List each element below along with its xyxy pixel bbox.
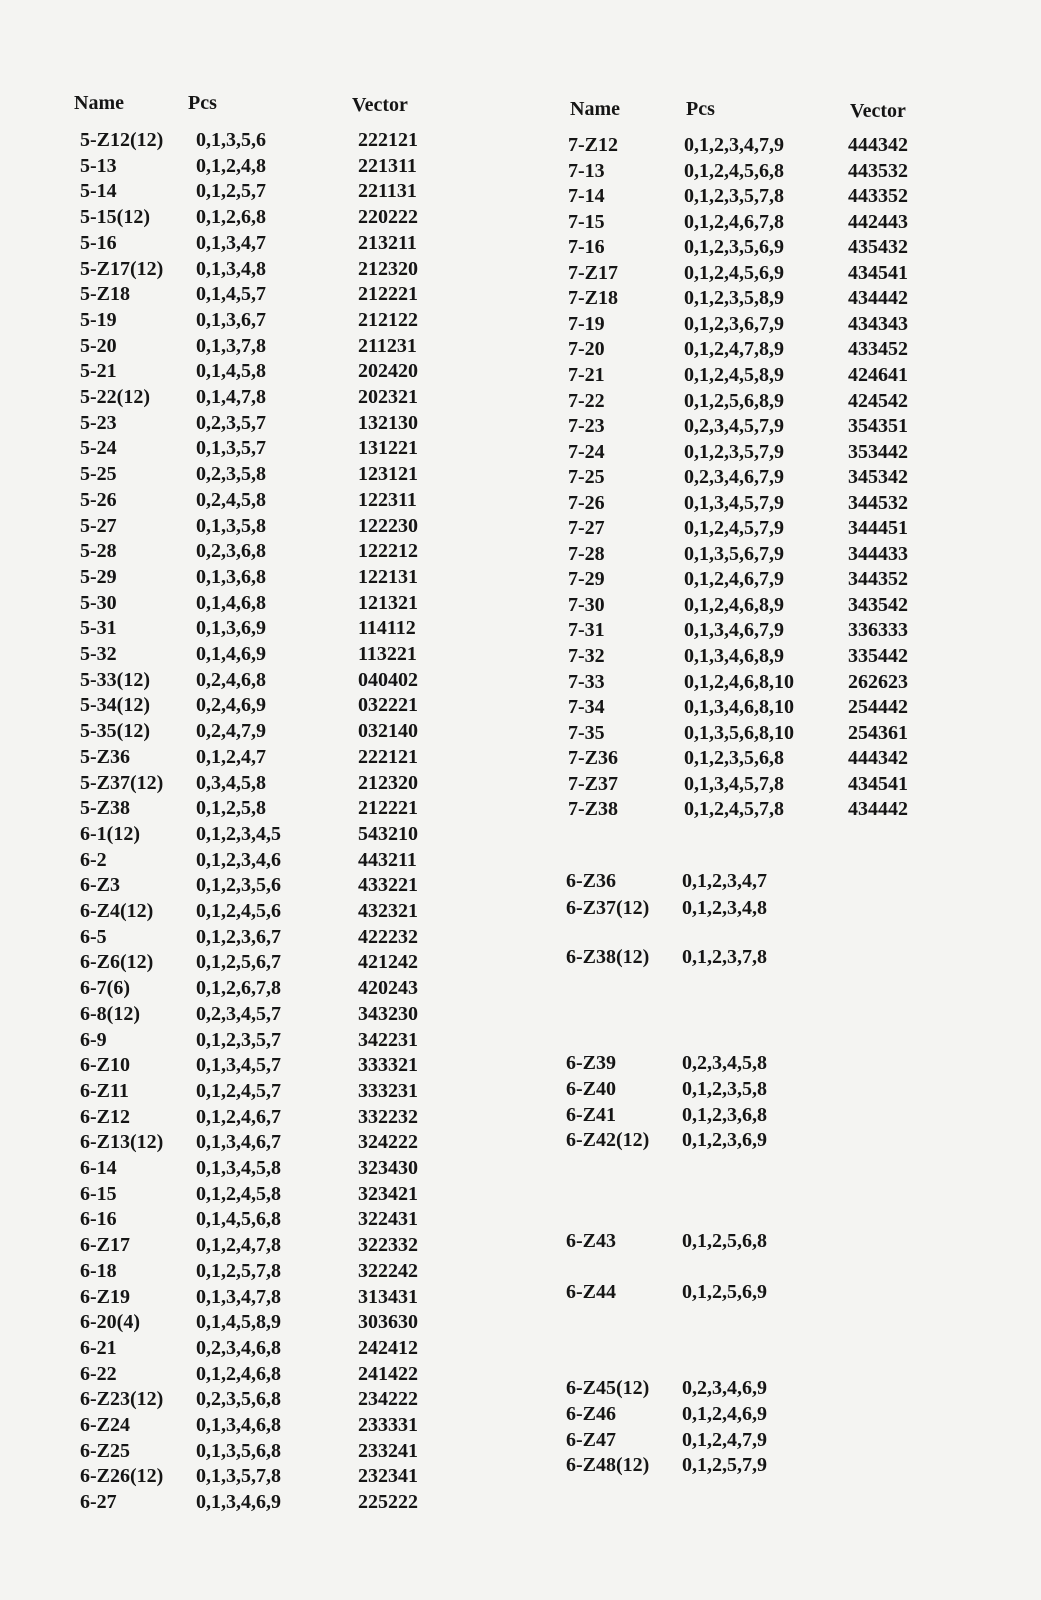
pcs-cell: 0,1,2,5,7,9 [682,1454,767,1476]
right-header-pcs: Pcs [686,98,715,120]
set-name-cell: 5-Z37(12) [80,771,164,794]
vector-cell: 434541 [848,261,908,284]
pcs-cell: 0,1,2,4,7,8 [196,1234,281,1257]
set-name-cell: 7-16 [568,236,605,259]
vector-cell: 434541 [848,772,908,795]
set-name-cell: 6-Z40 [566,1078,616,1100]
vector-cell: 333321 [358,1054,418,1077]
pcs-cell: 0,1,3,6,8 [196,565,266,588]
set-name-cell: 5-Z12(12) [80,129,164,151]
set-name-cell: 5-25 [80,463,117,486]
vector-cell: 242412 [358,1336,418,1359]
set-name-cell: 6-Z12 [80,1105,130,1128]
pcs-cell: 0,1,3,5,6,7,9 [684,542,784,565]
vector-cell: 123121 [358,463,418,486]
vector-cell: 032221 [358,694,418,717]
set-name-cell: 6-5 [80,925,107,948]
vector-cell: 444342 [848,747,908,770]
set-name-cell: 6-Z24 [80,1414,130,1436]
vector-cell: 221131 [358,180,417,203]
vector-cell: 121321 [358,591,418,614]
vector-cell: 114112 [358,617,416,640]
pcs-cell: 0,1,2,4,6,8,10 [684,670,794,693]
set-name-cell: 5-24 [80,437,117,460]
vector-cell: 323430 [358,1157,418,1179]
vector-cell: 213211 [358,231,417,254]
right-header-name: Name [570,98,620,120]
vector-cell: 353442 [848,440,908,463]
pcs-cell: 0,2,3,5,7 [196,411,266,434]
pcs-cell: 0,1,2,4,6,8 [196,1362,281,1385]
vector-cell: 222121 [358,745,418,768]
pcs-cell: 0,1,2,4,7,8,9 [684,338,784,361]
pcs-cell: 0,1,4,6,9 [196,643,266,665]
pcs-cell: 0,2,3,4,5,8 [682,1052,767,1074]
vector-cell: 344352 [848,568,908,591]
set-name-cell: 6-2 [80,848,107,871]
vector-cell: 443352 [848,185,908,208]
pcs-cell: 0,1,2,4,7,9 [682,1429,767,1451]
vector-cell: 432321 [358,900,418,922]
pcs-cell: 0,1,2,3,4,6 [196,848,281,871]
set-name-cell: 5-22(12) [80,386,150,408]
set-name-cell: 6-9 [80,1028,107,1051]
set-name-cell: 5-34(12) [80,694,150,717]
vector-cell: 234222 [358,1388,418,1411]
set-name-cell: 7-25 [568,466,605,489]
pcs-cell: 0,1,2,4,5,7 [196,1079,281,1102]
set-name-cell: 6-Z19 [80,1285,130,1308]
pcs-cell: 0,2,4,5,8 [196,488,266,511]
pcs-cell: 0,1,4,5,8 [196,360,266,383]
pcs-cell: 0,1,2,5,6,9 [682,1281,767,1303]
right-header-vector: Vector [850,100,906,122]
vector-cell: 303630 [358,1311,418,1334]
pcs-cell: 0,1,4,5,6,8 [196,1208,281,1231]
vector-cell: 241422 [358,1362,418,1385]
set-name-cell: 6-Z47 [566,1429,616,1451]
pcs-cell: 0,1,3,5,8 [196,514,266,537]
set-name-cell: 7-31 [568,619,605,642]
pcs-cell: 0,1,2,4,5,7,9 [684,517,784,540]
vector-cell: 343230 [358,1002,418,1025]
pcs-cell: 0,1,3,7,8 [196,334,266,357]
pcs-cell: 0,1,3,4,7 [196,231,266,254]
pcs-cell: 0,1,3,4,6,7,9 [684,619,784,642]
set-name-cell: 7-26 [568,491,605,514]
pcs-cell: 0,1,2,4,6,7,9 [684,568,784,591]
pcs-cell: 0,2,3,4,5,7 [196,1002,281,1025]
vector-cell: 202420 [358,360,418,383]
vector-cell: 424641 [848,363,908,386]
vector-cell: 122131 [358,565,418,588]
pcs-cell: 0,1,2,5,6,7 [196,951,281,974]
pcs-cell: 0,2,3,5,8 [196,463,266,486]
set-name-cell: 5-Z18 [80,283,130,306]
vector-cell: 212320 [358,257,418,280]
pcs-cell: 0,1,2,3,4,8 [682,897,767,919]
set-name-cell: 5-21 [80,360,117,383]
set-name-cell: 6-Z13(12) [80,1131,164,1154]
pcs-cell: 0,1,2,4,8 [196,154,266,177]
pcs-cell: 0,1,3,4,5,7,9 [684,491,784,514]
vector-cell: 113221 [358,643,417,665]
set-name-cell: 5-Z38 [80,797,130,820]
vector-cell: 420243 [358,977,418,1000]
vector-cell: 433452 [848,338,908,361]
set-name-cell: 6-Z17 [80,1234,130,1257]
set-name-cell: 6-Z25 [80,1439,130,1462]
vector-cell: 132130 [358,411,418,434]
set-name-cell: 5-29 [80,565,117,588]
vector-cell: 221311 [358,154,417,177]
vector-cell: 323421 [358,1182,418,1205]
pcs-cell: 0,1,3,6,9 [196,617,266,640]
set-name-cell: 7-27 [568,517,605,540]
pcs-cell: 0,1,3,5,6,8 [196,1439,281,1462]
set-name-cell: 6-16 [80,1208,117,1231]
pcs-cell: 0,1,2,3,6,9 [682,1129,767,1151]
set-name-cell: 6-8(12) [80,1002,140,1025]
pcs-cell: 0,1,2,3,6,7,9 [684,312,784,335]
vector-cell: 434343 [848,312,908,335]
set-name-cell: 7-13 [568,159,605,182]
vector-cell: 313431 [358,1285,418,1308]
pcs-cell: 0,1,2,4,5,6,9 [684,261,784,284]
pcs-cell: 0,1,3,4,5,7 [196,1054,281,1077]
vector-cell: 336333 [848,619,908,642]
vector-cell: 434442 [848,798,908,821]
set-name-cell: 7-30 [568,593,605,616]
set-name-cell: 6-1(12) [80,822,140,845]
pcs-cell: 0,1,2,3,5,8,9 [684,287,784,310]
pcs-cell: 0,1,3,5,7 [196,437,266,460]
pcs-cell: 0,1,2,5,8 [196,797,266,820]
set-name-cell: 6-22 [80,1362,117,1385]
vector-cell: 442443 [848,210,908,233]
set-name-cell: 6-27 [80,1491,117,1514]
set-name-cell: 6-Z44 [566,1281,616,1303]
set-name-cell: 7-15 [568,210,605,233]
set-name-cell: 6-Z45(12) [566,1377,650,1399]
vector-cell: 443211 [358,848,417,871]
set-name-cell: 6-Z4(12) [80,900,154,922]
set-name-cell: 6-Z37(12) [566,897,650,919]
set-name-cell: 7-32 [568,645,605,667]
set-name-cell: 6-Z3 [80,874,120,897]
vector-cell: 443532 [848,159,908,182]
set-name-cell: 6-Z10 [80,1054,130,1077]
vector-cell: 262623 [848,670,908,693]
set-name-cell: 5-13 [80,154,117,177]
pcs-cell: 0,1,2,4,6,9 [682,1403,767,1425]
set-name-cell: 7-22 [568,389,605,412]
set-name-cell: 5-Z17(12) [80,257,164,280]
pcs-cell: 0,1,2,3,6,8 [682,1104,767,1126]
vector-cell: 322242 [358,1259,418,1282]
pcs-cell: 0,1,2,3,5,7,8 [684,185,784,208]
set-name-cell: 5-26 [80,488,117,511]
pcs-cell: 0,1,2,3,5,6,9 [684,236,784,259]
vector-cell: 342231 [358,1028,418,1051]
set-name-cell: 7-33 [568,670,605,693]
pcs-cell: 0,1,3,5,7,8 [196,1465,281,1488]
set-name-cell: 7-28 [568,542,605,565]
pcs-cell: 0,1,2,5,6,8 [682,1230,767,1252]
pcs-cell: 0,1,3,5,6 [196,129,266,151]
pcs-cell: 0,2,3,4,6,9 [682,1377,767,1399]
pcs-cell: 0,1,3,5,6,8,10 [684,721,794,744]
set-name-cell: 5-20 [80,334,117,357]
vector-cell: 422232 [358,925,418,948]
pcs-cell: 0,1,4,7,8 [196,386,266,408]
set-name-cell: 7-Z12 [568,134,618,156]
vector-cell: 344451 [848,517,908,540]
set-name-cell: 5-19 [80,308,117,331]
vector-cell: 332232 [358,1105,418,1128]
pcs-cell: 0,1,4,5,7 [196,283,266,306]
pcs-cell: 0,1,2,3,7,8 [682,946,767,968]
vector-cell: 333231 [358,1079,418,1102]
pcs-cell: 0,1,3,4,6,9 [196,1491,281,1514]
pcs-cell: 0,1,2,4,6,8,9 [684,593,784,616]
pcs-cell: 0,2,4,6,9 [196,694,266,717]
vector-cell: 322332 [358,1234,418,1257]
pcs-cell: 0,1,2,4,5,6 [196,900,281,922]
pcs-cell: 0,1,2,3,4,7,9 [684,134,784,156]
pcs-cell: 0,2,4,6,8 [196,668,266,691]
vector-cell: 254361 [848,721,908,744]
set-name-cell: 7-Z17 [568,261,618,284]
set-name-cell: 6-Z6(12) [80,951,154,974]
pcs-cell: 0,1,3,4,6,7 [196,1131,281,1154]
pcs-cell: 0,1,2,4,5,6,8 [684,159,784,182]
vector-cell: 335442 [848,645,908,667]
vector-cell: 212320 [358,771,418,794]
vector-cell: 032140 [358,720,418,743]
set-name-cell: 5-Z36 [80,745,130,768]
set-name-cell: 7-19 [568,312,605,335]
vector-cell: 424542 [848,389,908,412]
vector-cell: 212221 [358,797,418,820]
pcs-cell: 0,1,3,4,6,8,9 [684,645,784,667]
pcs-cell: 0,1,2,3,4,7 [682,870,767,892]
pcs-cell: 0,1,2,5,6,8,9 [684,389,784,412]
pcs-cell: 0,1,3,4,5,7,8 [684,772,784,795]
pcs-cell: 0,1,2,3,6,7 [196,925,281,948]
pcs-cell: 0,1,2,4,5,8,9 [684,363,784,386]
vector-cell: 322431 [358,1208,418,1231]
set-name-cell: 6-Z38(12) [566,946,650,968]
set-name-cell: 6-20(4) [80,1311,140,1334]
set-name-cell: 6-Z42(12) [566,1129,650,1151]
vector-cell: 344433 [848,542,908,565]
set-name-cell: 5-33(12) [80,668,150,691]
vector-cell: 433221 [358,874,418,897]
vector-cell: 220222 [358,206,418,229]
pcs-cell: 0,1,2,4,6,7,8 [684,210,784,233]
pcs-cell: 0,2,3,4,5,7,9 [684,415,784,438]
set-name-cell: 5-14 [80,180,117,203]
pcs-cell: 0,1,3,4,8 [196,257,266,280]
vector-cell: 202321 [358,386,418,408]
pcs-cell: 0,1,2,4,7 [196,745,266,768]
left-header-name: Name [74,92,124,114]
set-name-cell: 7-34 [568,696,605,719]
vector-cell: 421242 [358,951,418,974]
vector-cell: 354351 [848,415,908,438]
set-name-cell: 7-24 [568,440,605,463]
pcs-cell: 0,1,2,5,7 [196,180,266,203]
set-name-cell: 6-Z39 [566,1052,616,1074]
pcs-cell: 0,1,2,4,5,8 [196,1182,281,1205]
vector-cell: 435432 [848,236,908,259]
set-name-cell: 5-30 [80,591,117,614]
set-name-cell: 6-Z36 [566,870,616,892]
vector-cell: 324222 [358,1131,418,1154]
set-name-cell: 5-23 [80,411,117,434]
pcs-cell: 0,3,4,5,8 [196,771,266,794]
set-name-cell: 6-Z11 [80,1079,129,1102]
pcs-cell: 0,1,3,4,5,8 [196,1157,281,1179]
pcs-cell: 0,2,3,6,8 [196,540,266,563]
vector-cell: 233241 [358,1439,418,1462]
set-name-cell: 7-Z38 [568,798,618,821]
vector-cell: 444342 [848,134,908,156]
vector-cell: 233331 [358,1414,418,1436]
vector-cell: 344532 [848,491,908,514]
vector-cell: 212122 [358,308,418,331]
set-name-cell: 7-20 [568,338,605,361]
pcs-cell: 0,1,2,3,5,7,9 [684,440,784,463]
set-name-cell: 5-16 [80,231,117,254]
pcs-cell: 0,1,3,6,7 [196,308,266,331]
vector-cell: 122230 [358,514,418,537]
vector-cell: 343542 [848,593,908,616]
set-name-cell: 7-Z37 [568,772,618,795]
set-name-cell: 5-35(12) [80,720,150,743]
pcs-cell: 0,2,3,4,6,8 [196,1336,281,1359]
set-name-cell: 6-Z41 [566,1104,616,1126]
left-header-vector: Vector [352,94,408,116]
set-name-cell: 6-18 [80,1259,117,1282]
vector-cell: 543210 [358,822,418,845]
set-name-cell: 6-Z46 [566,1403,616,1425]
set-name-cell: 5-32 [80,643,117,665]
vector-cell: 122212 [358,540,418,563]
set-name-cell: 7-Z18 [568,287,618,310]
pcs-cell: 0,1,2,5,7,8 [196,1259,281,1282]
pcs-cell: 0,1,2,3,5,6,8 [684,747,784,770]
vector-cell: 211231 [358,334,417,357]
set-name-cell: 5-15(12) [80,206,150,229]
set-name-cell: 5-31 [80,617,117,640]
pcs-cell: 0,1,3,4,6,8 [196,1414,281,1436]
pcs-cell: 0,1,3,4,7,8 [196,1285,281,1308]
pcs-cell: 0,1,4,5,8,9 [196,1311,281,1334]
pcs-cell: 0,1,2,6,7,8 [196,977,281,1000]
pcs-cell: 0,1,2,3,5,7 [196,1028,281,1051]
vector-cell: 345342 [848,466,908,489]
set-name-cell: 6-Z43 [566,1230,616,1252]
pcs-cell: 0,1,3,4,6,8,10 [684,696,794,719]
set-name-cell: 5-28 [80,540,117,563]
set-name-cell: 6-7(6) [80,977,130,1000]
set-name-cell: 5-27 [80,514,117,537]
set-name-cell: 7-Z36 [568,747,618,770]
set-name-cell: 7-21 [568,363,605,386]
set-name-cell: 6-14 [80,1157,117,1179]
set-name-cell: 6-Z48(12) [566,1454,650,1476]
pcs-cell: 0,1,4,6,8 [196,591,266,614]
pcs-cell: 0,1,2,4,5,7,8 [684,798,784,821]
vector-cell: 222121 [358,129,418,151]
set-name-cell: 7-23 [568,415,605,438]
vector-cell: 232341 [358,1465,418,1488]
set-name-cell: 6-21 [80,1336,117,1359]
pcs-cell: 0,2,4,7,9 [196,720,266,743]
set-name-cell: 7-29 [568,568,605,591]
vector-cell: 122311 [358,488,417,511]
set-name-cell: 7-35 [568,721,605,744]
pcs-cell: 0,2,3,4,6,7,9 [684,466,784,489]
set-name-cell: 6-Z26(12) [80,1465,164,1488]
vector-cell: 225222 [358,1491,418,1514]
pcs-cell: 0,1,2,4,6,7 [196,1105,281,1128]
set-name-cell: 6-15 [80,1182,117,1205]
pcs-cell: 0,1,2,6,8 [196,206,266,229]
pcs-cell: 0,1,2,3,4,5 [196,822,281,845]
vector-cell: 040402 [358,668,418,691]
set-name-cell: 7-14 [568,185,605,208]
pcs-cell: 0,2,3,5,6,8 [196,1388,281,1411]
set-name-cell: 6-Z23(12) [80,1388,164,1411]
left-header-pcs: Pcs [188,92,217,114]
vector-cell: 212221 [358,283,418,306]
vector-cell: 434442 [848,287,908,310]
vector-cell: 131221 [358,437,418,460]
vector-cell: 254442 [848,696,908,719]
pcs-cell: 0,1,2,3,5,8 [682,1078,767,1100]
pcs-cell: 0,1,2,3,5,6 [196,874,281,897]
